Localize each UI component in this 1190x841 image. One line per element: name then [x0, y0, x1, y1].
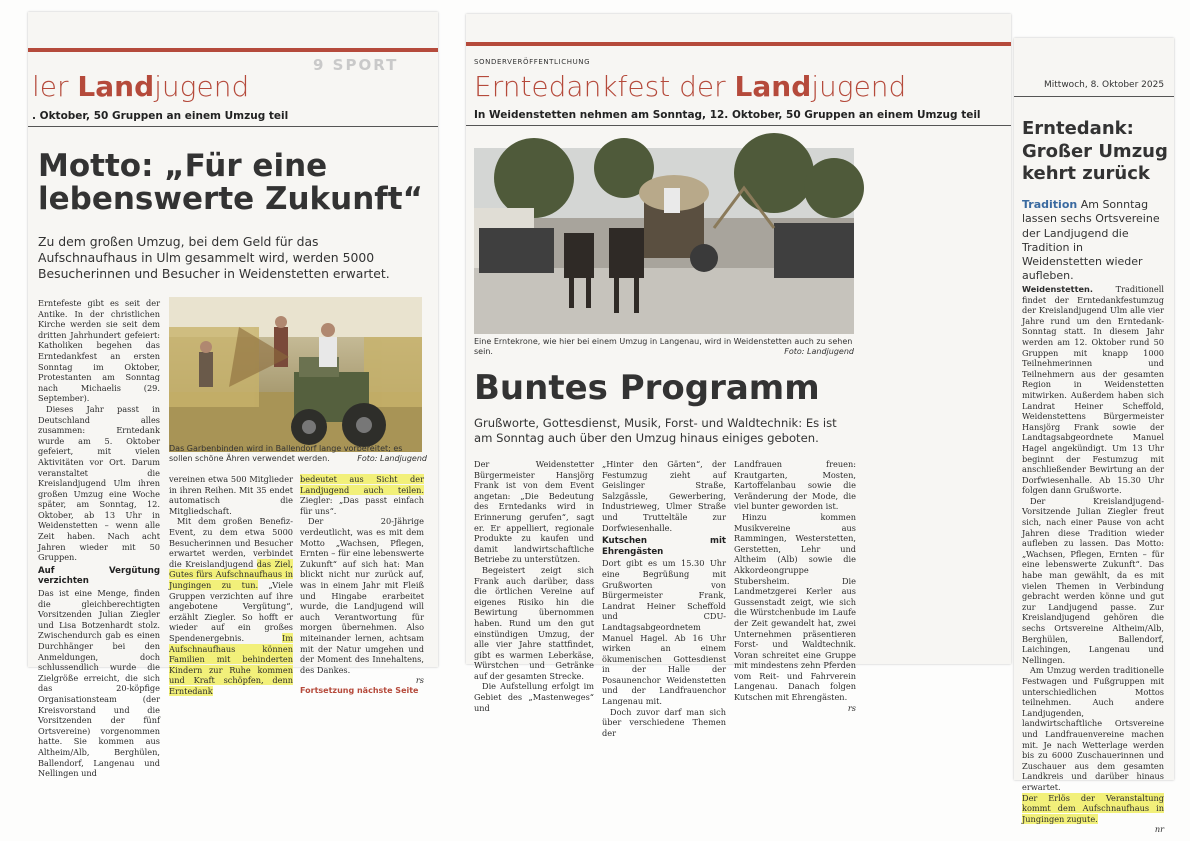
continuation-link: Fortsetzung nächste Seite — [300, 685, 419, 695]
article-column-3: bedeutet aus Sicht der Landjugend auch teilen. Ziegler: „Das passt einfach für uns“. Der 20-Jährige verdeutlicht, was es mit dem Motto „Wachsen, Pflegen, Ernten – für eine lebenswerte Zukunft“ auf sich hat: Man blickt nicht nur zurück auf, was in einem Jahr mit Fleiß und Hingabe erarbeitet wurde, die Landjugend will auch Verantwortung für morgen übernehmen. Also miteinander lernen, achtsam mit der Natur umgehen und der Moment des Innehaltens, des Dankes. rs Fortsetzung nächste Seite — [300, 474, 424, 695]
divider — [28, 126, 438, 127]
highlighted-text: bedeutet aus Sicht der Landjugend auch teilen. — [300, 474, 424, 495]
header-red-line — [466, 42, 1011, 46]
article-column-1: Der Weidenstetter Bürgermeister Hansjörg Frank ist von dem Event angetan: „Die Bedeutung des Erntedanks wird in Erinnerung gerufen“, sagt er. Er appelliert, regionale Produkte zu kaufen und damit landwirtschaftliche Betriebe zu unterstützen. Begeistert zeigt sich Frank auch darüber, dass die örtlichen Vereine auf eigenes Risiko hin die Bewirtung übernommen haben. Rund um den gut einstündigen Umzug, der alle vier Jahre stattfindet, gibt es warmen Leberkäse, Würstchen und Getränke auf der gesamten Strecke. Die Aufstellung erfolgt im Gebiet des „Mastenweges“ und — [474, 459, 594, 713]
divider — [1014, 96, 1174, 97]
background-sport-text: 9 SPORT — [313, 56, 399, 74]
article-headline: Buntes Programm — [474, 368, 820, 408]
article-lead: Grußworte, Gottesdienst, Musik, Forst- und Waldtechnik: Es ist am Sonntag auch über den Umzug hinaus einiges geboten. — [474, 416, 837, 446]
article-body: Weidenstetten. Traditionell findet der Erntedankfestumzug der Kreislandjugend Ulm alle vier Jahre rund um den Erntedank-Sonntag statt. In diesem Jahr werden am 12. Oktober rund 50 Gruppen mit knapp 1000 Teilnehmerinnen und Teilnehmern aus der gesamten Region in Weidenstetten mitwirken. Außerdem haben sich Landrat Heiner Scheffold, Weidenstettens Bürgermeister Hansjörg Frank sowie der Landtagsabgeordnete Manuel Hagel angekündigt. Um 13 Uhr beginnt der Festumzug mit anschließender Bewirtung an der Dorfwiesenhalle. Ab 15.30 Uhr folgen dann Grußworte. Der Kreislandjugend-Vorsitzende Julian Ziegler freut sich, nach einer Pause von acht Jahren diese Tradition wieder aufleben zu lassen. Das Motto: „Wachsen, Pflegen, Ernten – für eine lebenswerte Zukunft“. Das habe man gewählt, da es mit vielen Themen in Verbindung gebracht werden könne und gut zur Landjugend passe. Zur Kreislandjugend gehören die sechs Ortsvereine Altheim/Alb, Berghülen, Ballendorf, Laichingen, Langenau und Nellingen. Am Umzug werden traditionelle Festwagen und Fußgruppen mit unterschiedlichen Mottos teilnehmen. Auch andere Landjugenden, landwirtschaftliche Ortsvereine und Landfrauenvereine machen mit. Je nach Wetterlage werden bis zu 6000 Zuschauerinnen und Zuschauer aus dem gesamten Landkreis und darüber hinaus erwartet. Der Erlös der Veranstaltung kommt dem Aufschnaufhaus in Jungingen zugute. nr — [1022, 284, 1164, 835]
subheading: Auf Vergütung verzichten — [38, 565, 160, 587]
photo-caption: Eine Erntekrone, wie hier bei einem Umzug in Langenau, wird in Weidenstetten auch zu sehen sein. Foto: Landjugend — [474, 337, 854, 356]
right-article-clipping — [1014, 38, 1174, 835]
section-header: Erntedankfest der Landjugend — [474, 70, 907, 103]
parade-photo — [474, 148, 854, 334]
section-subline: In Weidenstetten nehmen am Sonntag, 12. Oktober, 50 Gruppen an einem Umzug teil — [474, 109, 981, 121]
issue-date: Mittwoch, 8. Oktober 2025 — [1044, 80, 1165, 90]
highlighted-text: Der Erlös der Veranstaltung kommt dem Aufschnaufhaus in Jungingen zugute. — [1022, 792, 1164, 824]
article-column-2: „Hinter den Gärten“, der Festumzug zieht auf Geislinger Straße, Salzgässle, Gewerbering, Industrieweg, Ulmer Straße und Trutteltäle zur Dorfwiesenhalle. Kutschen mit Ehrengästen Dort gibt es um 15.30 Uhr eine Begrüßung mit Grußworten von Bürgermeister Frank, Landrat Heiner Scheffold und CDU-Landtagsabgeordnetem Manuel Hagel. Ab 16 Uhr wirken an einem ökumenischen Gottesdienst in der Halle der Posaunenchor Weidenstetten und der Landfrauenchor Langenau mit. Doch zuvor darf man sich über verschiedene Themen der — [602, 459, 726, 738]
article-column-2: vereinen etwa 500 Mitglieder in ihren Reihen. Mit 35 endet automatisch die Mitgliedschaft. Mit dem großen Benefiz-Event, zu dem etwa 5000 Besucherinnen und Besucher erwartet werden, verbindet die Kreislandjugend das Ziel, Gutes fürs Aufschnaufhaus in Jungingen zu tun. „Viele Gruppen verzichten auf ihre angebotene Vergütung“, erzählt Ziegler. So hofft er wieder auf ein großes Spendenergebnis. Im Aufschnaufhaus können Familien mit behinderten Kindern zur Ruhe kommen und Kraft schöpfen, denn Erntedank — [169, 474, 293, 696]
horse-parade-image — [474, 148, 854, 334]
header-red-line — [28, 48, 438, 52]
article-headline: Motto: „Für eine lebenswerte Zukunft“ — [38, 148, 423, 218]
subheading: Kutschen mit Ehrengästen — [602, 536, 726, 557]
harvest-tractor-image — [169, 297, 422, 452]
article-column-1: Erntefeste gibt es seit der Antike. In der christlichen Kirche werden sie seit dem dritten Jahrhundert gefeiert: Katholiken begehen das Erntedankfest an ersten Sonntag im Oktober, Protestanten am Sonntag nach Michaelis (29. September). Dieses Jahr passt in Deutschland alles zusammen: Erntedank wurde am 5. Oktober gefeiert, mit vielen Aktivitäten vor Ort. Darum veranstaltet die Kreislandjugend Ulm ihren großen Umzug eine Woche später, am Sonntag, 12. Oktober, ab 13 Uhr in Weidenstetten – wenn alle Zeit haben. Nach acht Jahren wieder mit 50 Gruppen. Auf Vergütung verzichten Das ist eine Menge, finden die gleichberechtigten Vorsitzenden Julian Ziegler und Lisa Botzenhardt stolz. Zwischendurch gab es einen Durchhänger bei den Anmeldungen, doch schlussendlich wurde die Zielgröße erreicht, die sich das 20-köpfige Organisationsteam (der Kreisvorstand und die Vorsitzenden der fünf Ortsvereine) vorgenommen hatte. Sie kommen aus Altheim/Alb, Berghülen, Ballendorf, Langenau und Nellingen und — [38, 298, 160, 779]
section-header: ler Landjugend — [32, 70, 250, 103]
photo-caption: Das Garbenbinden wird in Ballendorf lange vorbereitet; es sollen schöne Ähren verwendet werden. Foto: Landjugend — [169, 444, 427, 463]
middle-article-clipping — [466, 14, 1011, 738]
article-lead: Tradition Am Sonntag lassen sechs Ortsvereine der Landjugend die Tradition in Weidenstetten wieder aufleben. — [1022, 198, 1160, 283]
divider — [466, 125, 1011, 126]
special-publication-tag: SONDERVERÖFFENTLICHUNG — [474, 58, 591, 66]
harvest-photo — [169, 297, 422, 452]
highlighted-text: das Ziel, Gutes fürs Aufschnaufhaus in Jungingen zu tun. — [169, 558, 293, 590]
left-article-clipping — [28, 12, 438, 779]
article-column-3: Landfrauen freuen: Krautgarten, Mosten, Kartoffelanbau sowie die Veränderung der Mode, die viel bunter geworden ist. Hinzu kommen Musikvereine aus Rammingen, Westerstetten, Gerstetten, Lehr und Altheim (Alb) sowie die Akkordeongruppe Stubersheim. Die Landmetzgerei Kerler aus Gussenstadt zeigt, wie sich die Würstchenbude im Laufe der Zeit gewandelt hat, zwei Unternehmen präsentieren Forst- und Waldtechnik. Voran schreitet eine Gruppe mit mindestens zehn Pferden vom Reit- und Fahrverein Langenau. Danach folgen Kutschen mit Ehrengästen. rs — [734, 459, 856, 713]
article-headline: Erntedank: Großer Umzug kehrt zurück — [1022, 118, 1168, 184]
article-lead: Zu dem großen Umzug, bei dem Geld für das Aufschnaufhaus in Ulm gesammelt wird, werden 5000 Besucherinnen und Besucher in Weidenstetten erwartet. — [38, 234, 390, 282]
section-subline: . Oktober, 50 Gruppen an einem Umzug teil — [32, 110, 289, 122]
highlighted-text: Im Aufschnaufhaus können Familien mit behinderten Kindern zur Ruhe kommen und Kraft schöpfen, denn Erntedank — [169, 632, 293, 696]
